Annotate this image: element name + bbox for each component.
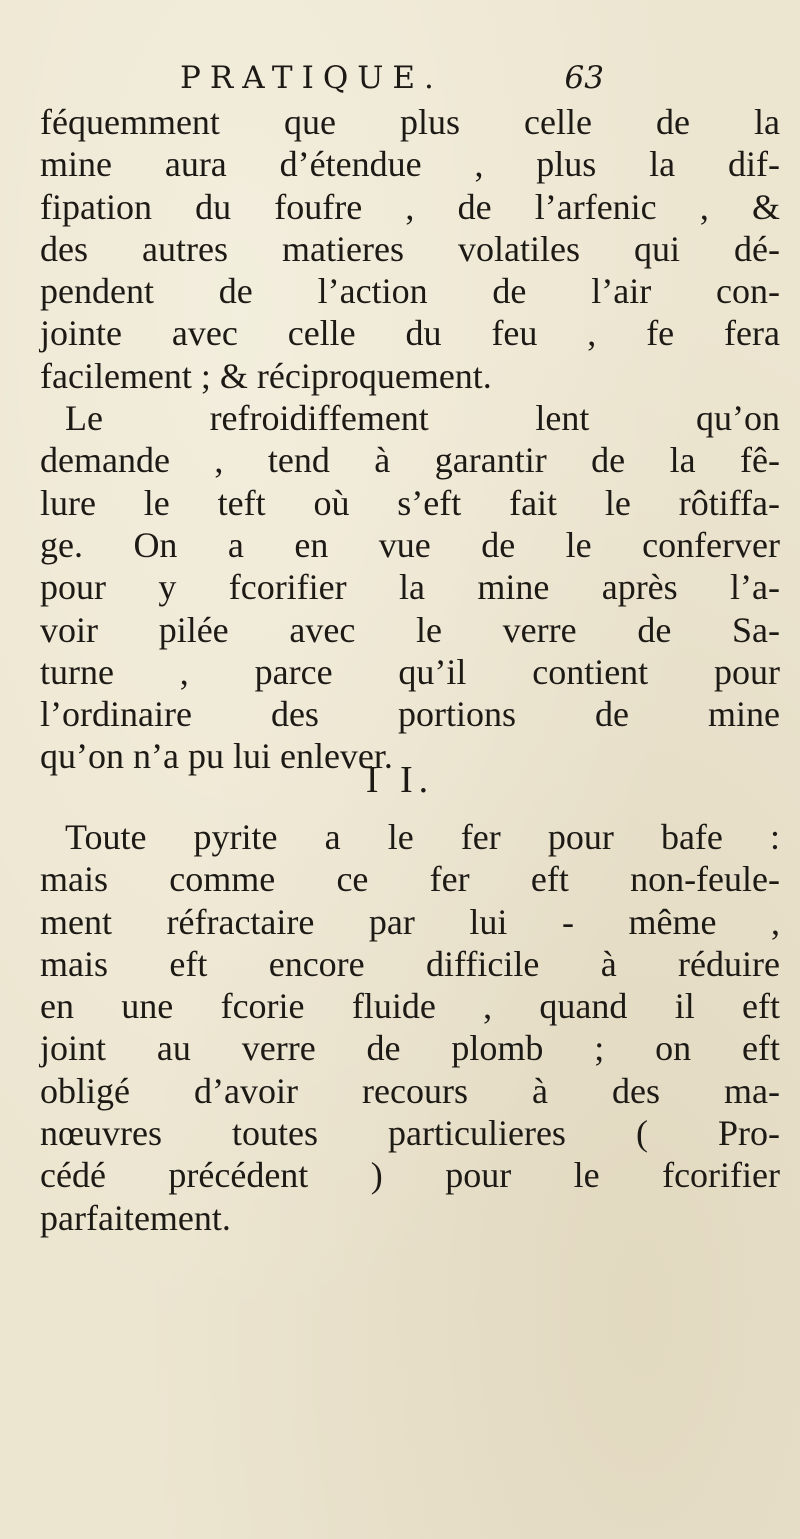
- paragraph-1: [40, 101, 780, 778]
- text-line: joint au verre de plomb ; on eft: [40, 1028, 780, 1069]
- page-number: 63: [564, 60, 604, 96]
- text-line: qu’on n’a pu lui enlever.: [40, 736, 393, 777]
- text-line: obligé d’avoir recours à des ma-: [40, 1070, 780, 1111]
- text-line: fipation du foufre , de l’arfenic , &: [40, 186, 780, 227]
- running-head: [170, 56, 610, 100]
- text-line: parfaitement.: [40, 1197, 231, 1238]
- text-line: des autres matieres volatiles qui dé-: [40, 228, 780, 269]
- text-line: pendent de l’action de l’air con-: [40, 271, 780, 312]
- text-line: demande , tend à garantir de la fê-: [40, 440, 780, 481]
- text-line: l’ordinaire des portions de mine: [40, 694, 780, 735]
- section-number: I I.: [365, 759, 435, 801]
- paragraph-3: [40, 816, 780, 1239]
- text-line: en une fcorie fluide , quand il eft: [40, 986, 780, 1027]
- text-line: Toute pyrite a le fer pour bafe :: [65, 817, 780, 857]
- text-line: pour y fcorifier la mine après l’a-: [40, 567, 780, 608]
- running-title: PRATIQUE.: [180, 60, 443, 96]
- text-line: jointe avec celle du feu , fe fera: [40, 313, 780, 354]
- text-line: mais comme ce fer eft non-feule-: [40, 859, 780, 900]
- text-line: mais eft encore difficile à réduire: [40, 943, 780, 984]
- text-line: voir pilée avec le verre de Sa-: [40, 609, 780, 650]
- text-line: ge. On a en vue de le conferver: [40, 524, 780, 565]
- text-line: mine aura d’étendue , plus la dif-: [40, 144, 780, 185]
- text-line: ment réfractaire par lui - même ,: [40, 901, 780, 942]
- text-line: cédé précédent ) pour le fcorifier: [40, 1155, 780, 1196]
- text-line: lure le teft où s’eft fait le rôtiffa-: [40, 482, 780, 523]
- text-line: Le refroidiffement lent qu’on: [65, 398, 780, 439]
- text-line: turne , parce qu’il contient pour: [40, 651, 780, 692]
- text-line: facilement ; & réciproquement.: [40, 355, 492, 396]
- text-line: féquemment que plus celle de la: [40, 102, 780, 142]
- text-line: nœuvres toutes particulieres ( Pro-: [40, 1113, 780, 1154]
